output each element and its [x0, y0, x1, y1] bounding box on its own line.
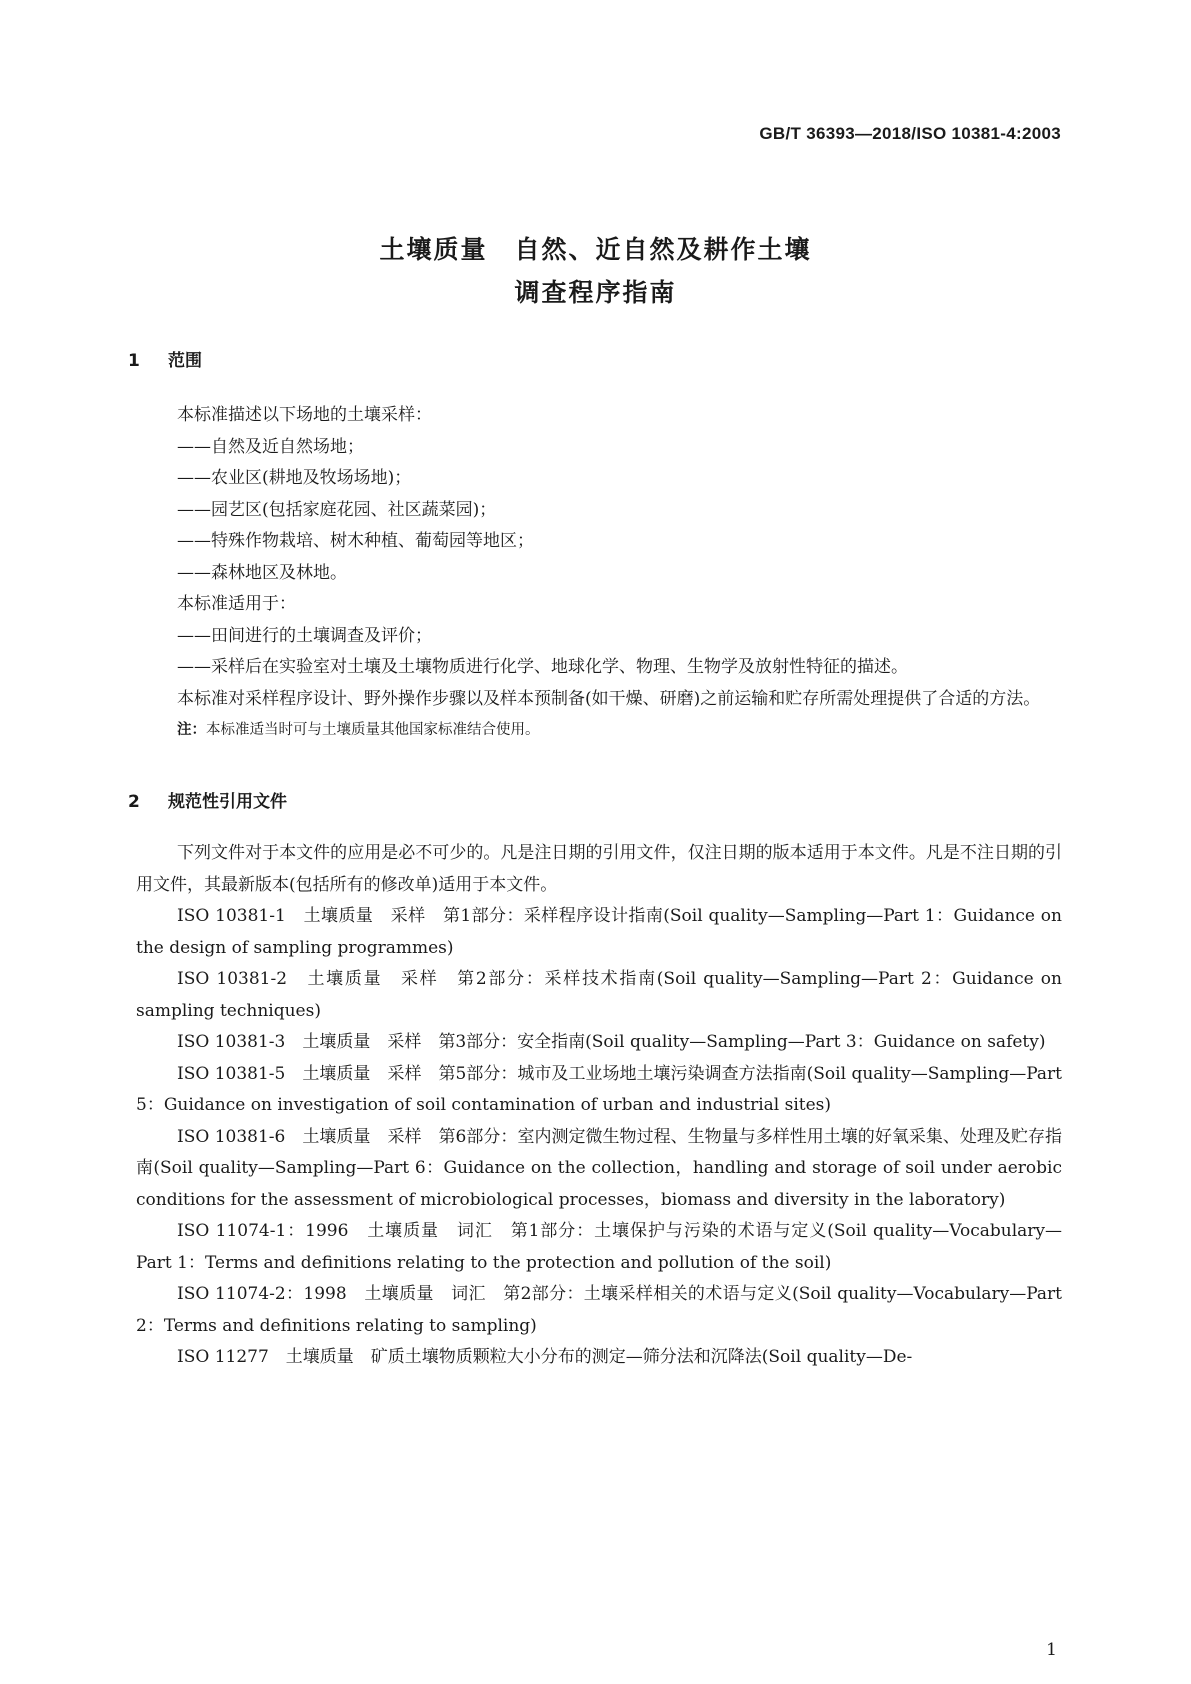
list-item: ——自然及近自然场地；: [177, 436, 364, 457]
section-2-body: [136, 838, 1062, 1374]
list-item: ——特殊作物栽培、树木种植、葡萄园等地区；: [177, 531, 534, 551]
section-number: 2: [128, 792, 140, 812]
paragraph: 本标准适用于：: [177, 594, 296, 614]
list-item: ——森林地区及林地。: [177, 562, 347, 583]
list-item: ——田间进行的土壤调查及评价；: [177, 625, 432, 646]
reference-item: ISO 10381-6 土壤质量 采样 第6部分：室内测定微生物过程、生物量与多样性用土壤的好氧采集、处理及贮存指南(Soil quality—Sampling—Part 6：Guidance on the collection，handling and storage of soil under aerobic conditions for the assessment of microbiological processes，biomass and diversity in the laboratory): [136, 1126, 1062, 1210]
list-item: ——园艺区(包括家庭花园、社区蔬菜园)；: [177, 499, 497, 520]
reference-item: ISO 10381-5 土壤质量 采样 第5部分：城市及工业场地土壤污染调查方法指南(Soil quality—Sampling—Part 5：Guidance on investigation of soil contamination of urban and industrial sites): [136, 1063, 1062, 1115]
document-title-line1: 土壤质量 自然、近自然及耕作土壤: [379, 235, 812, 264]
note: [136, 715, 1062, 747]
section-title: 规范性引用文件: [168, 792, 287, 812]
list-item: ——农业区(耕地及牧场场地)；: [177, 468, 412, 488]
section-number: 1: [128, 351, 140, 371]
note-text: 本标准适当时可与土壤质量其他国家标准结合使用。: [206, 722, 540, 738]
page-number: 1: [1046, 1640, 1057, 1660]
reference-item: ISO 10381-1 土壤质量 采样 第1部分：采样程序设计指南(Soil quality—Sampling—Part 1：Guidance on the design of sampling programmes): [136, 906, 1062, 958]
section-1-heading: [128, 346, 202, 371]
reference-item: ISO 11277 土壤质量 矿质土壤物质颗粒大小分布的测定—筛分法和沉降法(Soil quality—De-: [177, 1347, 913, 1367]
reference-item: ISO 11074-1：1996 土壤质量 词汇 第1部分：土壤保护与污染的术语与定义(Soil quality—Vocabulary—Part 1：Terms and definitions relating to the protection and pollution of the soil): [136, 1221, 1062, 1273]
document-title-line2: 调查程序指南: [514, 278, 677, 307]
reference-item: ISO 10381-3 土壤质量 采样 第3部分：安全指南(Soil quality—Sampling—Part 3：Guidance on safety): [177, 1032, 1046, 1052]
section-title: 范围: [168, 351, 202, 371]
paragraph: 本标准对采样程序设计、野外操作步骤以及样本预制备(如干燥、研磨)之前运输和贮存所需处理提供了合适的方法。: [177, 688, 1041, 709]
paragraph: 下列文件对于本文件的应用是必不可少的。凡是注日期的引用文件，仅注日期的版本适用于本文件。凡是不注日期的引用文件，其最新版本(包括所有的修改单)适用于本文件。: [136, 843, 1062, 895]
reference-item: ISO 11074-2：1998 土壤质量 词汇 第2部分：土壤采样相关的术语与定义(Soil quality—Vocabulary—Part 2：Terms and definitions relating to sampling): [136, 1284, 1062, 1336]
section-1-body: [136, 400, 1062, 747]
section-2-heading: [128, 787, 287, 812]
reference-item: ISO 10381-2 土壤质量 采样 第2部分：采样技术指南(Soil quality—Sampling—Part 2：Guidance on sampling techniques): [136, 969, 1062, 1021]
note-label: 注：: [177, 722, 206, 738]
standard-code: GB/T 36393—2018/ISO 10381-4:2003: [759, 124, 1061, 143]
paragraph: 本标准描述以下场地的土壤采样：: [177, 405, 432, 425]
list-item: ——采样后在实验室对土壤及土壤物质进行化学、地球化学、物理、生物学及放射性特征的描述。: [177, 657, 908, 677]
